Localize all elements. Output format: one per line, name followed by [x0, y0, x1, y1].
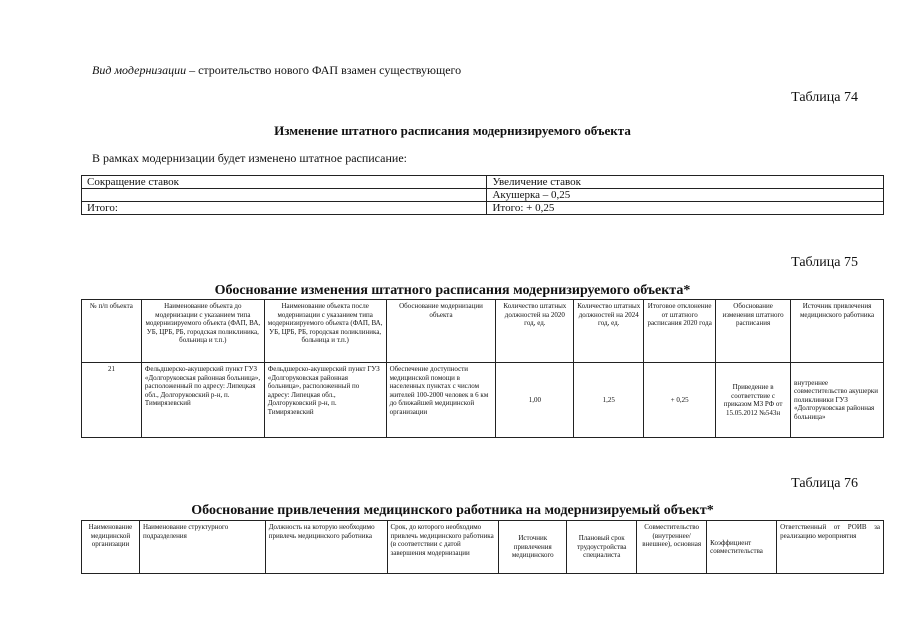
cell-num: 21 — [82, 363, 142, 438]
table-74-number: Таблица 74 — [791, 90, 858, 105]
table-75-title: Обоснование изменения штатного расписания модернизируемого объекта* — [214, 283, 691, 298]
header-part-time: Совместительство (внутреннее/внешнее), основная — [637, 521, 707, 574]
reduction-cell — [82, 189, 487, 202]
reduction-header: Сокращение ставок — [82, 176, 487, 189]
total-increase: Итого: + 0,25 — [487, 202, 884, 215]
header-coefficient: Коэффициент совместительства — [707, 521, 777, 574]
header-department: Наименование структурного подразделения — [139, 521, 265, 574]
header-source: Источник привлечения медицинского работника — [791, 300, 884, 363]
table-75-number: Таблица 75 — [791, 255, 858, 270]
cell-source: внутреннее совместительство акушерки поликлиники ГУЗ «Долгоруковская районная больница» — [791, 363, 884, 438]
table-76-number: Таблица 76 — [791, 476, 858, 491]
cell-count-2020: 1,00 — [496, 363, 574, 438]
header-organization: Наименование медицинской организации — [82, 521, 140, 574]
table-row — [82, 300, 884, 363]
staffing-justification-table — [81, 299, 884, 438]
header-count-2024: Количество штатных должностей на 2024 год, ед. — [574, 300, 644, 363]
header-position: Должность на которую необходимо привлечь медицинского работника — [265, 521, 387, 574]
table-row — [82, 202, 884, 215]
cell-reason: Обеспечение доступности медицинской помощи в населенных пунктах с числом жителей 100-2000 человек в 6 км до ближайшей медицинской организации — [386, 363, 496, 438]
increase-cell: Акушерка – 0,25 — [487, 189, 884, 202]
staff-recruitment-table — [81, 520, 884, 574]
table-row — [82, 363, 884, 438]
header-hire-date: Плановый срок трудоустройства специалиста — [567, 521, 637, 574]
header-before: Наименование объекта до модернизации с указанием типа модернизируемого объекта (ФАП, ВА, УБ, ЦРБ, РБ, городская поликлиника, больница и т.п.) — [141, 300, 264, 363]
modernization-type-label: Вид модернизации — [92, 63, 187, 77]
header-responsible: Ответственный от РОИВ за реализацию мероприятия — [777, 521, 884, 574]
cell-after: Фельдшерско-акушерский пункт ГУЗ «Долгоруковская районная больница», расположенный по адресу: Липецкая обл., Долгоруковский р-н, п. Тимирязевский — [264, 363, 386, 438]
header-deviation: Итоговое отклонение от штатного расписания 2020 года — [644, 300, 716, 363]
header-deadline: Срок, до которого необходимо привлечь медицинского работника (в соответствии с датой завершения модернизации — [387, 521, 499, 574]
cell-justification: Приведение в соответствие с приказом МЗ РФ от 15.05.2012 №543н — [716, 363, 791, 438]
modernization-type-line — [92, 63, 461, 78]
cell-before: Фельдшерско-акушерский пункт ГУЗ «Долгоруковская районная больница», расположенный по адресу: Липецкая обл., Долгоруковский р-н, п. Тимирязевский — [141, 363, 264, 438]
increase-header: Увеличение ставок — [487, 176, 884, 189]
table-row — [82, 521, 884, 574]
table-row — [82, 189, 884, 202]
table-74-title: Изменение штатного расписания модернизируемого объекта — [274, 123, 631, 138]
header-num: № п/п объекта — [82, 300, 142, 363]
table-row — [82, 176, 884, 189]
table-74-lead: В рамках модернизации будет изменено штатное расписание: — [92, 151, 407, 165]
header-source: Источник привлечения медицинского — [499, 521, 567, 574]
cell-count-2024: 1,25 — [574, 363, 644, 438]
cell-deviation: + 0,25 — [644, 363, 716, 438]
header-after: Наименование объекта после модернизации с указанием типа модернизируемого объекта (ФАП, ВА, УБ, ЦРБ, РБ, городская поликлиника, больница и т.п.) — [264, 300, 386, 363]
table-76-title: Обоснование привлечения медицинского работника на модернизируемый объект* — [191, 503, 714, 518]
staffing-change-table — [81, 175, 884, 215]
modernization-type-text: – строительство нового ФАП взамен существующего — [186, 63, 462, 77]
header-count-2020: Количество штатных должностей на 2020 год, ед. — [496, 300, 574, 363]
header-reason: Обоснование модернизации объекта — [386, 300, 496, 363]
total-reduction: Итого: — [82, 202, 487, 215]
header-justification: Обоснование изменения штатного расписания — [716, 300, 791, 363]
